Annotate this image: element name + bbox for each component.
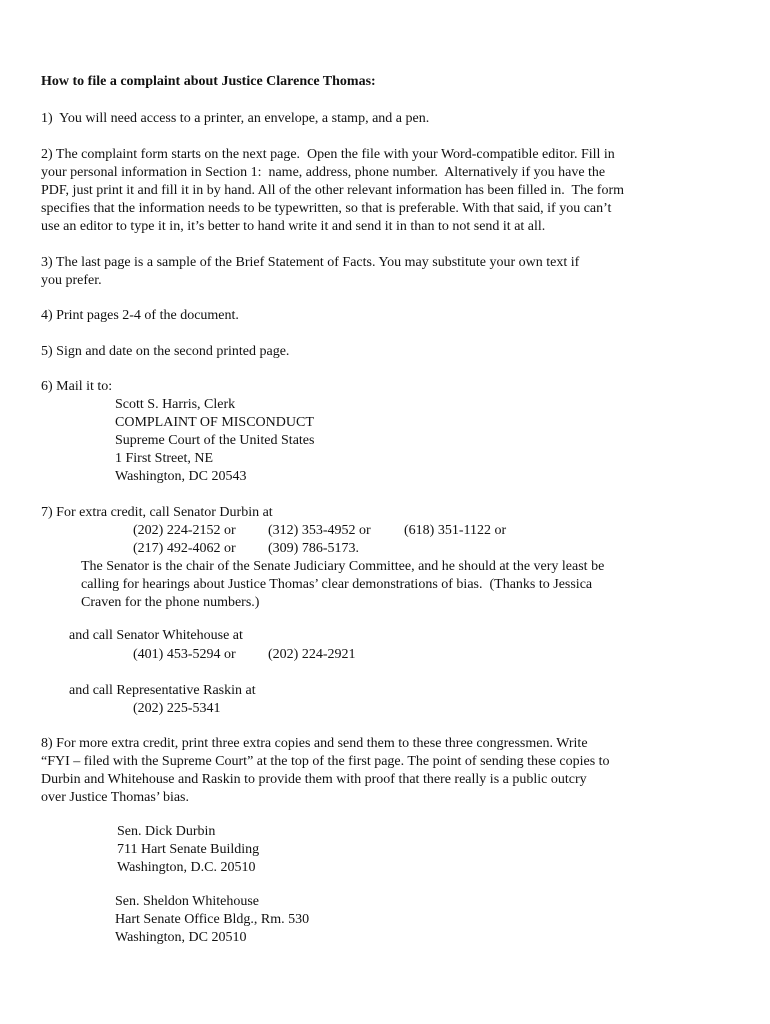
step-7-intro: 7) For extra credit, call Senator Durbin at bbox=[41, 505, 273, 520]
phone-number: (202) 224-2921 bbox=[268, 647, 356, 662]
phone-number: (618) 351-1122 or bbox=[404, 523, 507, 538]
step-5-text: 5) Sign and date on the second printed page. bbox=[41, 344, 290, 359]
address-line: 711 Hart Senate Building bbox=[117, 842, 260, 857]
step-6-intro: 6) Mail it to: bbox=[41, 379, 113, 394]
phone-number: (309) 786-5173. bbox=[268, 541, 359, 556]
note-line: The Senator is the chair of the Senate Judiciary Committee, and he should at the very least be bbox=[81, 559, 605, 574]
phone-number: (202) 225-5341 bbox=[133, 701, 221, 716]
step-3-line: you prefer. bbox=[41, 273, 102, 288]
phone-number: (312) 353-4952 or bbox=[268, 523, 371, 538]
step-2-line: 2) The complaint form starts on the next page. Open the file with your Word-compatible editor. Fill in bbox=[41, 147, 615, 162]
page-heading: How to file a complaint about Justice Clarence Thomas: bbox=[41, 74, 376, 89]
step-8-line: 8) For more extra credit, print three extra copies and send them to these three congressmen. Write bbox=[41, 736, 588, 751]
step-2-line: PDF, just print it and fill it in by hand. All of the other relevant information has been filled in. The form bbox=[41, 183, 625, 198]
note-line: calling for hearings about Justice Thomas’ clear demonstrations of bias. (Thanks to Jessica bbox=[81, 577, 593, 592]
whitehouse-intro: and call Senator Whitehouse at bbox=[69, 628, 243, 643]
note-line: Craven for the phone numbers.) bbox=[81, 595, 260, 610]
step-8-line: Durbin and Whitehouse and Raskin to provide them with proof that there really is a public outcry bbox=[41, 772, 587, 787]
step-8-line: over Justice Thomas’ bias. bbox=[41, 790, 190, 805]
address-line: Scott S. Harris, Clerk bbox=[115, 397, 236, 412]
address-line: Supreme Court of the United States bbox=[115, 433, 315, 448]
address-line: Washington, DC 20543 bbox=[115, 469, 247, 484]
step-1-text: 1) You will need access to a printer, an envelope, a stamp, and a pen. bbox=[41, 111, 430, 126]
step-2-line: specifies that the information needs to be typewritten, so that is preferable. With that said, if you can’t bbox=[41, 201, 612, 216]
raskin-intro: and call Representative Raskin at bbox=[69, 683, 256, 698]
address-line: Sen. Sheldon Whitehouse bbox=[115, 894, 260, 909]
step-4-text: 4) Print pages 2-4 of the document. bbox=[41, 308, 239, 323]
phone-number: (401) 453-5294 or bbox=[133, 647, 236, 662]
address-line: Sen. Dick Durbin bbox=[117, 824, 216, 839]
address-line: Washington, D.C. 20510 bbox=[117, 860, 256, 875]
address-line: 1 First Street, NE bbox=[115, 451, 213, 466]
address-line: COMPLAINT OF MISCONDUCT bbox=[115, 415, 314, 430]
phone-number: (202) 224-2152 or bbox=[133, 523, 236, 538]
phone-number: (217) 492-4062 or bbox=[133, 541, 236, 556]
address-line: Hart Senate Office Bldg., Rm. 530 bbox=[115, 912, 310, 927]
address-line: Washington, DC 20510 bbox=[115, 930, 247, 945]
step-8-line: “FYI – filed with the Supreme Court” at the top of the first page. The point of sending these copies to bbox=[41, 754, 610, 769]
step-2-line: use an editor to type it in, it’s better to hand write it and send it in than to not send it at all. bbox=[41, 219, 546, 234]
step-2-line: your personal information in Section 1: name, address, phone number. Alternatively if you have the bbox=[41, 165, 606, 180]
step-3-line: 3) The last page is a sample of the Brief Statement of Facts. You may substitute your own text if bbox=[41, 255, 580, 270]
